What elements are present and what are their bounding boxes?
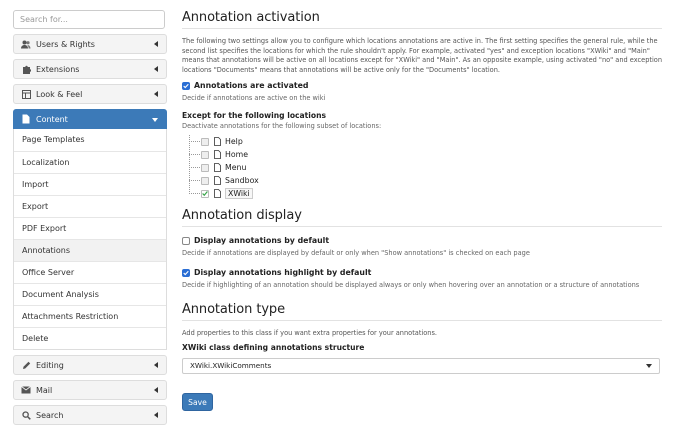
panel-label: Look & Feel [36,89,83,99]
display-highlight-row[interactable] [182,267,662,278]
section-title-display: Annotation display [182,208,662,227]
panel-label: Search [36,410,64,420]
tree-node-menu[interactable] [189,161,246,174]
sidebar-item-pdf-export[interactable]: PDF Export [14,217,166,239]
panel-users-rights[interactable] [13,34,167,54]
display-default-checkbox[interactable] [182,237,190,245]
section-title-activation: Annotation activation [182,10,662,29]
tree-node-xwiki[interactable] [189,187,253,200]
pencil-icon [21,360,31,370]
tree-checkbox[interactable] [201,151,209,159]
caret-left-icon [154,362,158,368]
envelope-icon [21,385,31,395]
type-description: Add properties to this class if you want extra properties for your annotations. [182,329,437,337]
caret-left-icon [154,41,158,47]
activated-hint: Decide if annotations are active on the wiki [182,94,326,102]
file-icon [21,114,31,124]
caret-left-icon [154,91,158,97]
tree-node-sandbox[interactable] [189,174,259,187]
panel-label: Mail [36,385,53,395]
tree-node-label: Help [225,137,243,146]
main-content [182,10,662,411]
activated-label: Annotations are activated [194,81,309,90]
tree-checkbox[interactable] [201,138,209,146]
panel-label: Users & Rights [36,39,95,49]
tree-node-label: Home [225,150,249,159]
sidebar-item-attachments-restriction[interactable]: Attachments Restriction [14,305,166,327]
tree-branch [189,193,200,194]
sidebar-item-import[interactable]: Import [14,173,166,195]
tree-branch [189,141,200,142]
sidebar-item-page-templates[interactable]: Page Templates [14,129,166,151]
activated-checkbox[interactable] [182,82,190,90]
sidebar-item-export[interactable]: Export [14,195,166,217]
caret-left-icon [154,412,158,418]
tree-node-help[interactable] [189,135,243,148]
tree-checkbox[interactable] [201,164,209,172]
panel-search[interactable] [13,405,167,425]
tree-checkbox[interactable] [201,177,209,185]
display-default-row[interactable] [182,235,662,246]
tree-branch [189,154,200,155]
class-select[interactable] [182,358,660,374]
admin-sidebar [13,10,167,427]
class-label: XWiki class defining annotations structure [182,342,365,352]
activated-checkbox-row[interactable] [182,80,662,91]
display-default-label: Display annotations by default [194,236,330,245]
search-icon [21,410,31,420]
panel-editing[interactable] [13,355,167,375]
caret-down-icon [152,118,158,122]
content-subitems [13,129,167,350]
tree-node-label: Menu [225,163,247,172]
page-icon [214,176,221,185]
class-select-value: XWiki.XWikiComments [190,360,272,370]
panel-label: Editing [36,360,64,370]
layout-icon [21,89,31,99]
caret-left-icon [154,66,158,72]
chevron-down-icon [646,364,652,368]
display-highlight-hint: Decide if highlighting of an annotation should be displayed always or only when hovering over an annotation or a structure of annotations [182,281,640,289]
display-default-hint: Decide if annotations are displayed by default or only when "Show annotations" is checked on each page [182,249,530,257]
sidebar-item-delete[interactable]: Delete [14,327,166,349]
panel-extensions[interactable] [13,59,167,79]
panel-content[interactable] [13,109,167,129]
sidebar-item-office-server[interactable]: Office Server [14,261,166,283]
caret-left-icon [154,387,158,393]
save-button[interactable]: Save [182,393,213,411]
tree-checkbox-checked[interactable] [201,190,209,198]
except-label: Except for the following locations [182,111,327,120]
tree-branch [189,180,200,181]
panel-label: Content [36,114,68,124]
sidebar-item-annotations[interactable]: Annotations [14,239,166,261]
sidebar-item-localization[interactable]: Localization [14,151,166,173]
page-icon [214,163,221,172]
panel-label: Extensions [36,64,80,74]
tree-branch [189,167,200,168]
section-title-type: Annotation type [182,302,662,321]
display-highlight-checkbox[interactable] [182,269,190,277]
puzzle-icon [21,64,31,74]
page-icon [214,189,221,198]
panel-look-feel[interactable] [13,84,167,104]
users-icon [21,39,31,49]
locations-tree [185,135,662,202]
page-icon [214,137,221,146]
tree-node-label: XWiki [225,188,253,199]
search-input[interactable]: Search for... [13,10,165,29]
tree-node-home[interactable] [189,148,248,161]
except-hint: Deactivate annotations for the following subset of locations: [182,122,382,130]
page-icon [214,150,221,159]
display-highlight-label: Display annotations highlight by default [194,268,372,277]
sidebar-item-document-analysis[interactable]: Document Analysis [14,283,166,305]
panel-mail[interactable] [13,380,167,400]
tree-node-label: Sandbox [225,176,259,185]
activation-description: The following two settings allow you to configure which locations annotations are active in. The first setting specifies the general rule, while the second list specifies the locations for which the rule shouldn't apply. For example, activated "yes" and exception locations "XWiki" and "Main" means that annotations will be active on all locations except for "XWiki" and "Main". As an opposite example, using activated "no" and exception locations "Documents" means that annotations will be active only for the "Documents" location. [182,37,663,74]
